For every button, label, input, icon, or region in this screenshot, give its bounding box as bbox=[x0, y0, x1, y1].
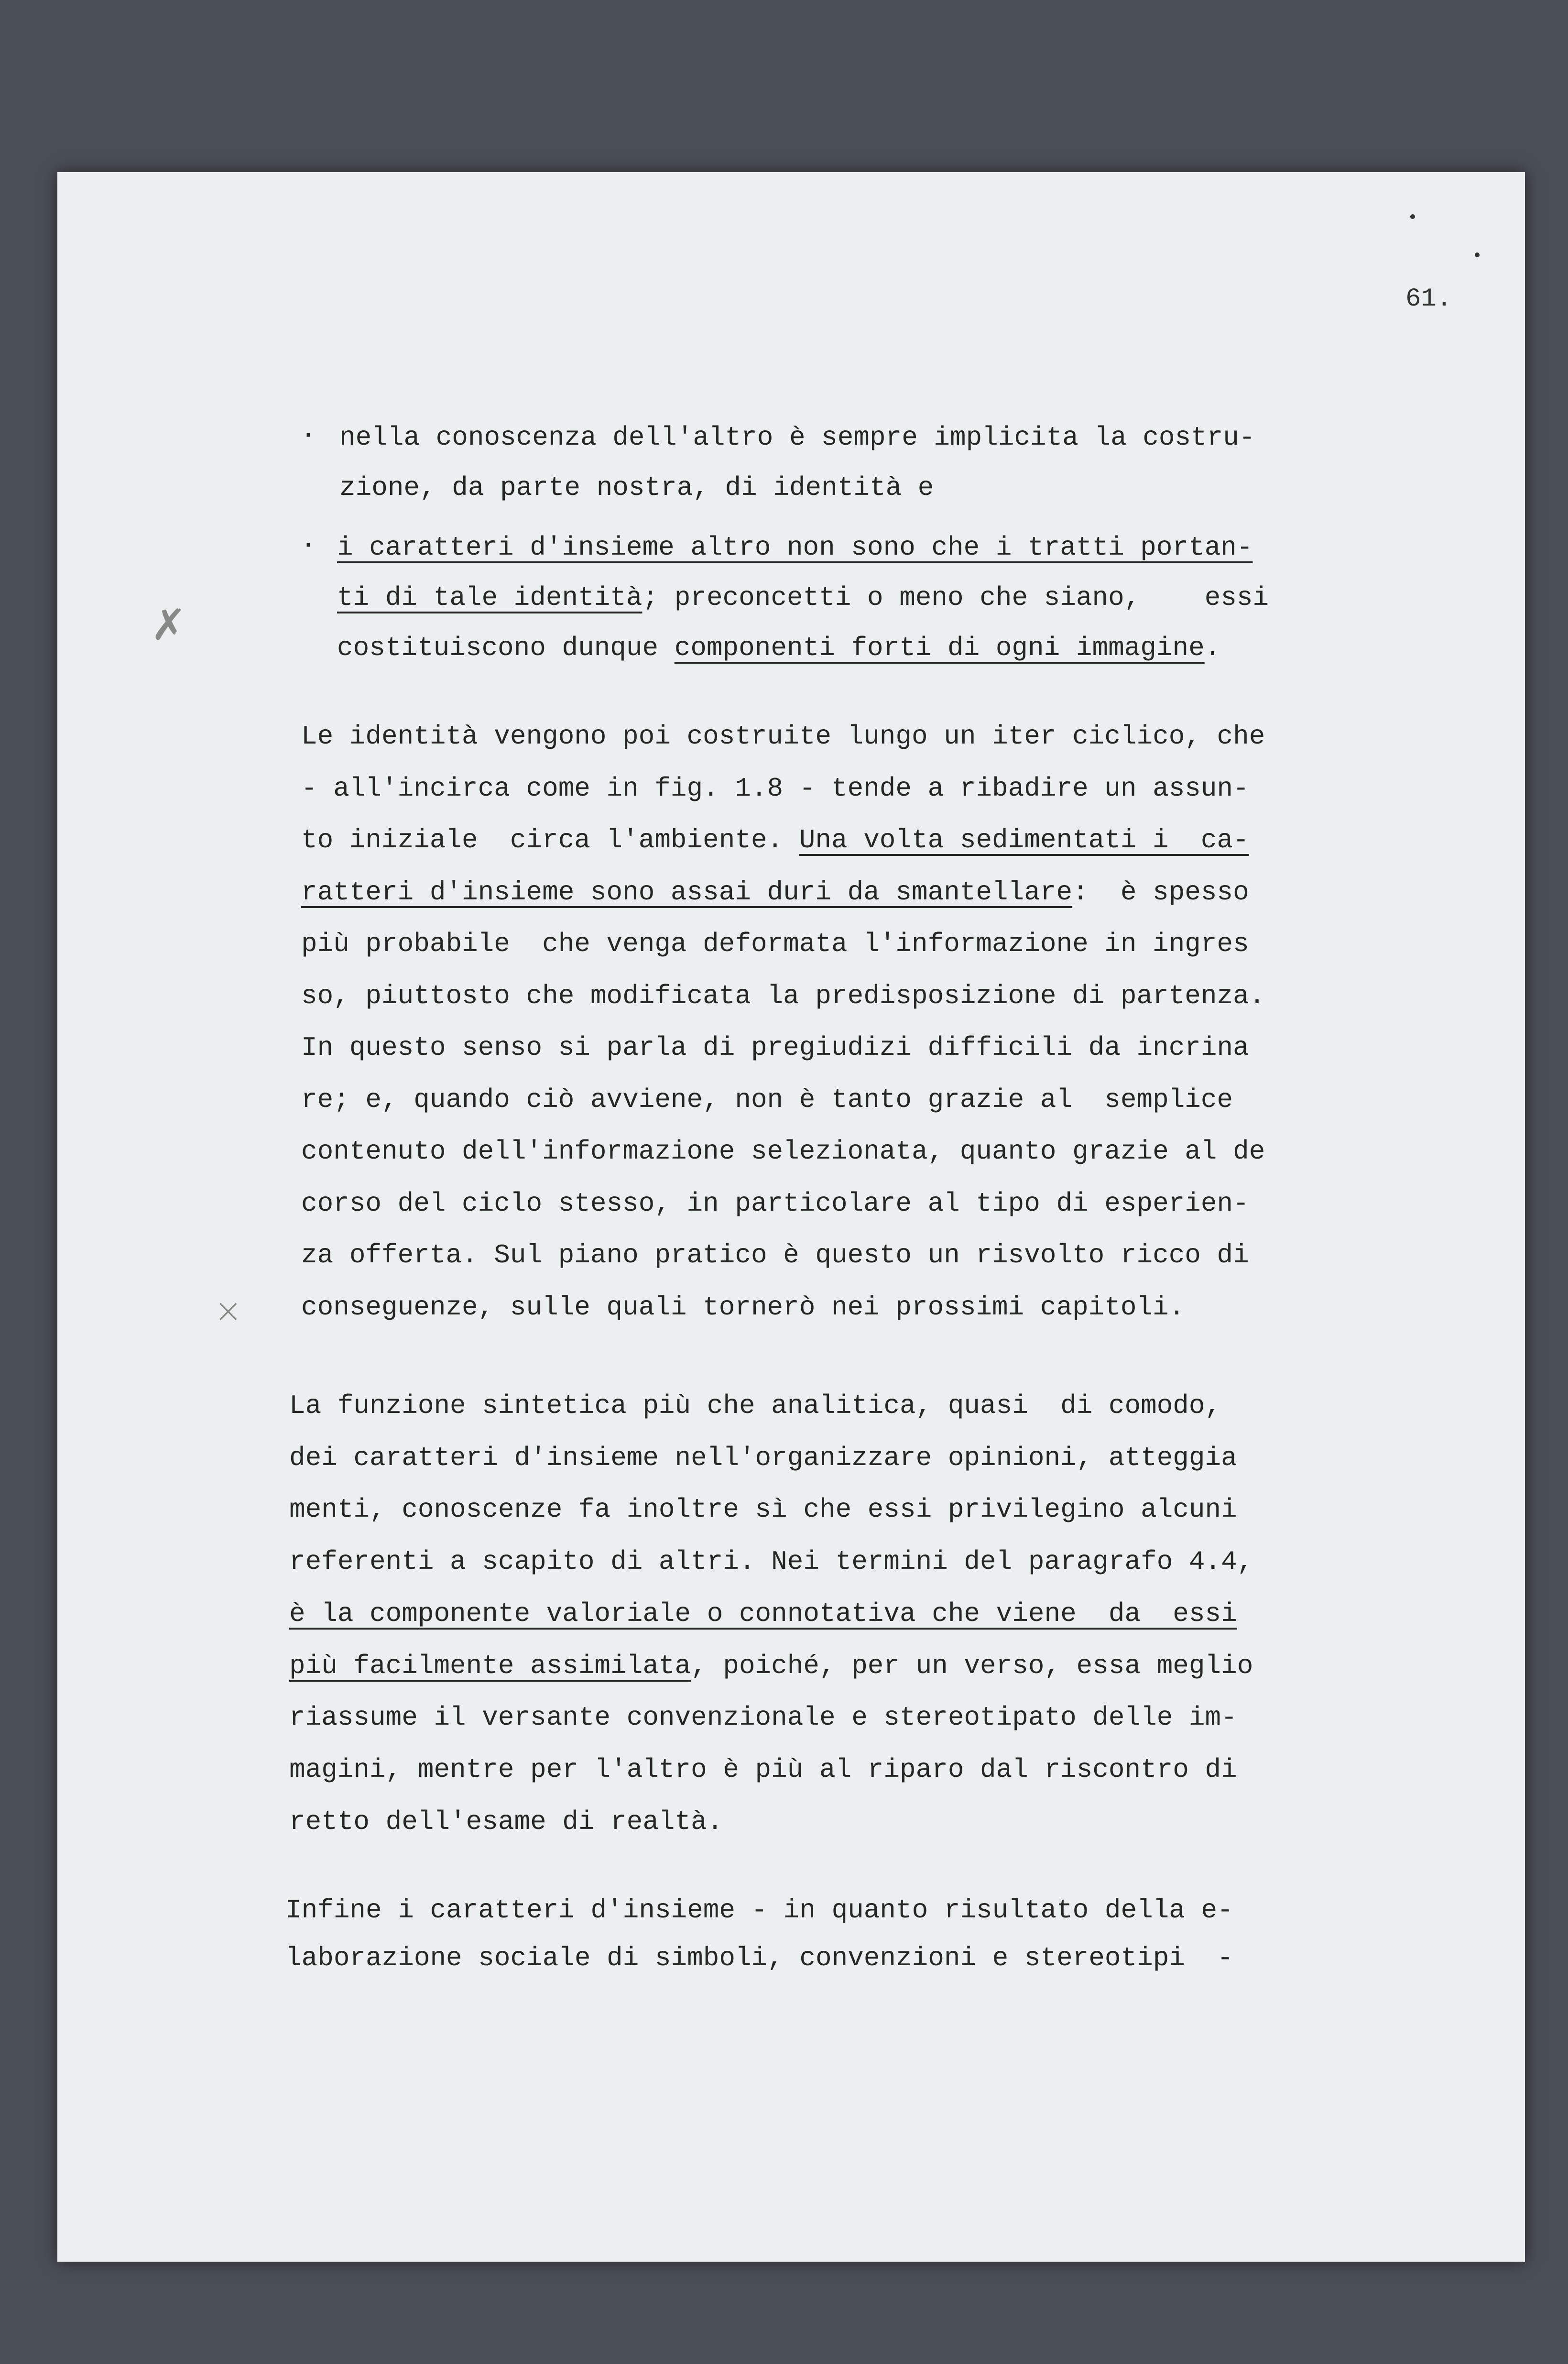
punch-dot bbox=[1475, 252, 1480, 257]
text-segment: re; e, quando ciò avviene, non è tanto grazie al semplice bbox=[301, 1084, 1233, 1115]
text-segment: menti, conoscenze fa inoltre sì che essi privilegino alcuni bbox=[289, 1494, 1237, 1525]
text-line bbox=[289, 1701, 1237, 1734]
text-line bbox=[301, 823, 1249, 857]
text-segment: corso del ciclo stesso, in particolare al tipo di esperien- bbox=[301, 1188, 1249, 1219]
underlined-text: ratteri d'insieme sono assai duri da smantellare bbox=[301, 876, 1073, 908]
underlined-text: ti di tale identità bbox=[337, 582, 642, 613]
text-segment: retto dell'esame di realtà. bbox=[289, 1806, 723, 1837]
text-line bbox=[301, 772, 1249, 805]
text-line bbox=[289, 1597, 1237, 1631]
bullet-dot: · bbox=[300, 420, 316, 450]
text-line bbox=[289, 1545, 1253, 1578]
text-segment: to iniziale circa l'ambiente. bbox=[301, 825, 799, 855]
text-line bbox=[285, 1941, 1233, 1975]
underlined-text: i caratteri d'insieme altro non sono che i tratti portan- bbox=[337, 532, 1253, 563]
text-line bbox=[289, 1649, 1253, 1683]
text-line bbox=[301, 1238, 1249, 1272]
text-segment: conseguenze, sulle quali tornerò nei prossimi capitoli. bbox=[301, 1291, 1185, 1323]
text-line bbox=[301, 1135, 1265, 1168]
text-line bbox=[289, 1805, 723, 1839]
text-segment: Infine i caratteri d'insieme - in quanto risultato della e- bbox=[285, 1895, 1233, 1926]
underlined-text: più facilmente assimilata bbox=[289, 1650, 691, 1681]
text-segment: costituiscono dunque bbox=[337, 633, 675, 663]
underlined-text: Una volta sedimentati i ca- bbox=[799, 825, 1249, 855]
text-line bbox=[289, 1753, 1237, 1786]
text-line bbox=[301, 720, 1265, 753]
text-line bbox=[285, 1893, 1233, 1927]
text-segment: - all'incirca come in fig. 1.8 - tende a ribadire un assun- bbox=[301, 773, 1249, 804]
text-segment: La funzione sintetica più che analitica, quasi di comodo, bbox=[289, 1390, 1221, 1421]
text-segment: , poiché, per un verso, essa meglio bbox=[691, 1650, 1253, 1681]
text-segment: dei caratteri d'insieme nell'organizzare opinioni, atteggia bbox=[289, 1442, 1237, 1473]
text-segment: magini, mentre per l'altro è più al riparo dal riscontro di bbox=[289, 1754, 1237, 1785]
text-line bbox=[301, 1187, 1249, 1220]
text-line bbox=[289, 1441, 1237, 1475]
text-line bbox=[301, 876, 1249, 909]
underlined-text: è la componente valoriale o connotativa che viene da essi bbox=[289, 1598, 1237, 1629]
text-line bbox=[337, 531, 1253, 564]
text-segment: laborazione sociale di simboli, convenzioni e stereotipi - bbox=[285, 1943, 1233, 1973]
text-line bbox=[289, 1389, 1221, 1423]
text-line bbox=[339, 421, 1255, 454]
text-segment: ; preconcetti o meno che siano, essi bbox=[642, 582, 1269, 613]
text-line bbox=[301, 1291, 1185, 1324]
text-segment: più probabile che venga deformata l'informazione in ingres bbox=[301, 929, 1249, 959]
margin-x-mark: × bbox=[214, 1291, 242, 1330]
text-segment: contenuto dell'informazione selezionata, quanto grazie al de bbox=[301, 1136, 1265, 1167]
text-line bbox=[301, 927, 1249, 961]
text-segment: zione, da parte nostra, di identità e bbox=[339, 472, 934, 503]
text-segment: In questo senso si parla di pregiudizi difficili da incrina bbox=[301, 1032, 1249, 1063]
text-line bbox=[301, 979, 1265, 1013]
text-segment: so, piuttosto che modificata la predisposizione di partenza. bbox=[301, 980, 1265, 1011]
text-line bbox=[337, 581, 1269, 614]
text-line bbox=[301, 1031, 1249, 1064]
margin-x-mark: ✗ bbox=[151, 600, 187, 650]
text-segment: . bbox=[1204, 633, 1221, 663]
underlined-text: componenti forti di ogni immagine bbox=[674, 633, 1205, 663]
text-segment: Le identità vengono poi costruite lungo un iter ciclico, che bbox=[301, 721, 1265, 752]
bullet-dot: · bbox=[300, 530, 316, 560]
text-segment: nella conoscenza dell'altro è sempre implicita la costru- bbox=[339, 422, 1255, 453]
text-line bbox=[301, 1083, 1233, 1116]
text-segment: : è spesso bbox=[1072, 876, 1249, 908]
text-segment: riassume il versante convenzionale e stereotipato delle im- bbox=[289, 1702, 1237, 1733]
text-segment: za offerta. Sul piano pratico è questo un risvolto ricco di bbox=[301, 1240, 1249, 1270]
text-line bbox=[289, 1493, 1237, 1526]
punch-dot bbox=[1410, 214, 1415, 219]
text-line bbox=[339, 471, 934, 504]
page-number: 61. bbox=[1405, 285, 1452, 314]
text-segment: referenti a scapito di altri. Nei termini del paragrafo 4.4, bbox=[289, 1546, 1253, 1577]
text-line bbox=[337, 631, 1220, 665]
